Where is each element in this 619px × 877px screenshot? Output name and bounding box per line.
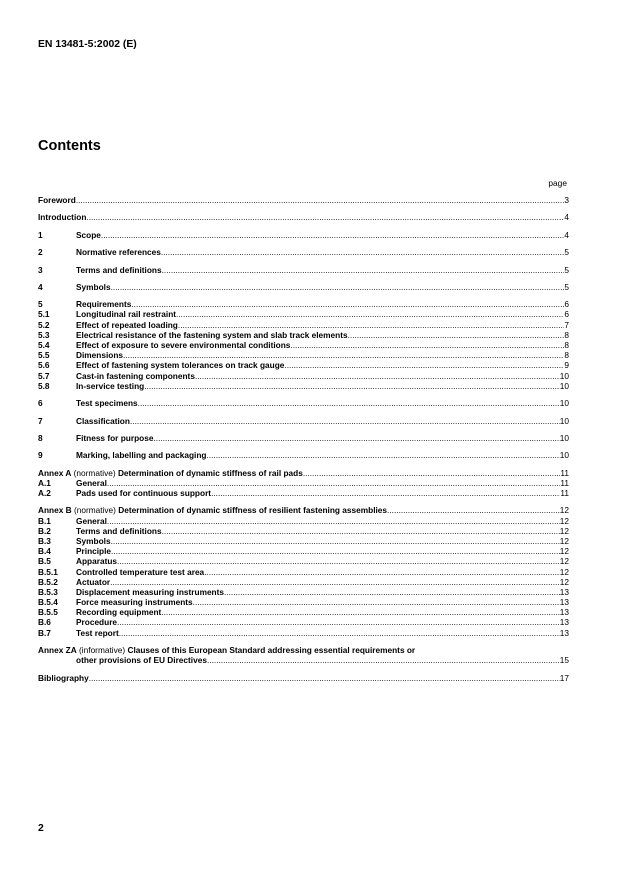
toc-entry-page: 12 [559,576,569,587]
toc-entry-label: Actuator [76,576,111,587]
toc-entry[interactable] [38,556,569,566]
toc-entry-number: B.2 [38,525,51,536]
toc-entry[interactable] [38,567,569,577]
toc-entry-label: Apparatus [76,556,118,567]
toc-entry-label: Scope [76,229,101,240]
toc-entry-page: 12 [559,515,569,526]
toc-entry-label: Force measuring instruments [76,597,193,608]
toc-entry-number: 5.4 [38,340,50,350]
toc-entry-page: 10 [559,370,569,381]
toc-entry-label: Procedure [76,617,118,628]
toc-entry-page: 12 [559,535,569,546]
toc-entry-page: 7 [564,319,569,330]
toc-entry-page: 11 [560,488,569,498]
toc-entry-number: B.5.5 [38,607,58,618]
toc-entry[interactable] [38,416,569,426]
toc-entry-number: 8 [38,432,43,443]
toc-entry-page: 8 [564,350,569,361]
toc-entry[interactable] [38,360,569,370]
toc-entry-number: 5.5 [38,350,50,361]
table-of-contents [38,195,569,683]
toc-entry-label: In-service testing [76,380,145,391]
toc-entry-label: Recording equipment [76,607,162,618]
toc-entry-number: 2 [38,247,43,258]
toc-entry[interactable] [38,478,569,488]
toc-entry-page: 13 [559,607,569,618]
toc-entry-label: General [76,477,107,488]
toc-entry-annex-za-continued[interactable] [38,655,569,665]
toc-entry-page: 5 [564,264,569,275]
toc-entry-number: B.5.1 [38,566,58,577]
toc-entry-label: Pads used for continuous support [76,488,212,498]
toc-entry[interactable] [38,607,569,617]
toc-entry-label: Symbols [76,281,111,292]
toc-entry[interactable] [38,617,569,627]
toc-entry-number: B.7 [38,627,51,638]
toc-entry-number: 5.6 [38,360,50,371]
toc-entry-number: 5.3 [38,329,50,340]
toc-entry-page: 5 [564,281,569,292]
toc-entry[interactable] [38,195,569,205]
toc-entry-page: 12 [559,566,569,577]
toc-entry-number: 9 [38,450,43,461]
toc-entry[interactable] [38,516,569,526]
toc-entry[interactable] [38,488,569,498]
toc-entry-label: Bibliography [38,672,89,683]
toc-entry-annex-za[interactable] [38,645,569,655]
toc-entry-number: 1 [38,229,43,240]
toc-entry-number: B.5.2 [38,576,58,587]
toc-entry[interactable] [38,597,569,607]
toc-entry-page: 10 [559,415,569,426]
toc-entry-label: Longitudinal rail restraint [76,309,177,320]
page-column-label: page [548,178,567,188]
toc-entry-number: B.1 [38,515,51,526]
toc-entry-page: 11 [560,477,569,488]
toc-entry-page: 13 [559,627,569,638]
toc-entry-label: Foreword [38,195,76,205]
toc-entry-page: 10 [559,432,569,443]
toc-entry[interactable] [38,320,569,330]
toc-entry[interactable] [38,282,569,292]
toc-entry-number: 5.1 [38,309,50,320]
toc-entry-page: 17 [559,672,569,683]
toc-entry-label: Annex ZA (informative) Clauses of this European Standard addressing essential requirements or [38,645,416,655]
toc-entry-number: A.1 [38,477,51,488]
toc-entry-page: 13 [559,617,569,628]
toc-entry-number: B.3 [38,535,51,546]
toc-entry-page: 8 [564,340,569,350]
toc-entry[interactable] [38,350,569,360]
toc-entry-page: 12 [559,556,569,567]
toc-entry-page: 6 [564,309,569,320]
toc-entry-page: 10 [559,380,569,391]
toc-entry-page: 11 [560,467,569,478]
toc-entry-number: A.2 [38,488,51,498]
toc-entry-label: Principle [76,546,112,557]
toc-entry-label: Terms and definitions [76,525,162,536]
toc-entry[interactable] [38,628,569,638]
toc-entry-number: B.5.4 [38,597,58,608]
toc-entry[interactable] [38,371,569,381]
toc-entry[interactable] [38,299,569,309]
toc-entry[interactable] [38,381,569,391]
toc-entry[interactable] [38,340,569,350]
toc-entry-page: 3 [564,195,569,205]
toc-entry-page: 9 [564,360,569,371]
toc-entry-label: Effect of exposure to severe environmental conditions [76,340,291,350]
toc-entry-label: Controlled temperature test area [76,566,205,577]
toc-entry-number: B.6 [38,617,51,628]
toc-entry-page: 13 [559,586,569,597]
toc-entry-label: Test report [76,627,119,638]
toc-entry-label: Effect of repeated loading [76,319,178,330]
toc-entry-label: other provisions of EU Directives [76,655,207,666]
toc-entry[interactable] [38,526,569,536]
toc-entry-label: Electrical resistance of the fastening system and slab track elements [76,329,348,340]
toc-entry-label: Symbols [76,535,111,546]
toc-entry[interactable] [38,212,569,222]
toc-entry-page: 12 [559,525,569,536]
toc-entry-label: Cast-in fastening components [76,370,195,381]
toc-entry-label: General [76,515,107,526]
toc-entry[interactable] [38,546,569,556]
toc-entry-number: B.4 [38,546,51,557]
toc-entry-page: 10 [559,398,569,409]
toc-entry-page: 12 [559,546,569,557]
toc-entry-page: 15 [559,655,569,666]
toc-entry-page: 6 [564,299,569,310]
toc-entry-number: 6 [38,398,43,409]
toc-entry-page: 5 [564,247,569,258]
toc-entry-label: Effect of fastening system tolerances on track gauge [76,360,285,371]
document-header: EN 13481-5:2002 (E) [38,39,137,50]
toc-entry[interactable] [38,587,569,597]
toc-entry-number: B.5 [38,556,51,567]
toc-entry-number: 5.8 [38,380,50,391]
toc-entry-number: 4 [38,281,43,292]
toc-entry-number: 5.2 [38,319,50,330]
toc-entry-label: Displacement measuring instruments [76,586,225,597]
toc-entry-page: 8 [564,329,569,340]
toc-entry-page: 4 [564,229,569,240]
toc-entry-label: Annex B (normative) Determination of dynamic stiffness of resilient fastening assemblies [38,505,388,516]
toc-entry-label: Test specimens [76,398,138,409]
contents-title: Contents [38,138,101,154]
toc-entry[interactable] [38,230,569,240]
toc-entry[interactable] [38,398,569,408]
toc-entry[interactable] [38,450,569,460]
toc-entry-label: Annex A (normative) Determination of dynamic stiffness of rail pads [38,467,303,478]
toc-entry-label: Requirements [76,299,132,310]
toc-entry-label: Classification [76,415,130,426]
toc-entry-page: 13 [559,597,569,608]
toc-entry-page: 4 [564,212,569,223]
toc-entry-number: 7 [38,415,43,426]
toc-entry-page: 10 [559,450,569,461]
toc-entry-annex-b[interactable] [38,505,569,515]
toc-entry-annex-a[interactable] [38,468,569,478]
toc-entry[interactable] [38,536,569,546]
toc-entry[interactable] [38,309,569,319]
toc-entry-number: B.5.3 [38,586,58,597]
toc-entry[interactable] [38,265,569,275]
toc-entry-label: Marking, labelling and packaging [76,450,207,461]
toc-entry-label: Introduction [38,212,87,223]
toc-entry-number: 5.7 [38,370,50,381]
toc-entry[interactable] [38,247,569,257]
page-number: 2 [38,823,44,834]
toc-entry[interactable] [38,433,569,443]
toc-entry-bibliography[interactable] [38,673,569,683]
toc-entry-label: Terms and definitions [76,264,162,275]
toc-entry-number: 5 [38,299,43,310]
toc-entry-label: Fitness for purpose [76,432,154,443]
toc-entry[interactable] [38,577,569,587]
toc-entry[interactable] [38,330,569,340]
toc-entry-label: Normative references [76,247,161,258]
toc-entry-page: 12 [559,505,569,516]
toc-entry-label: Dimensions [76,350,124,361]
toc-entry-number: 3 [38,264,43,275]
